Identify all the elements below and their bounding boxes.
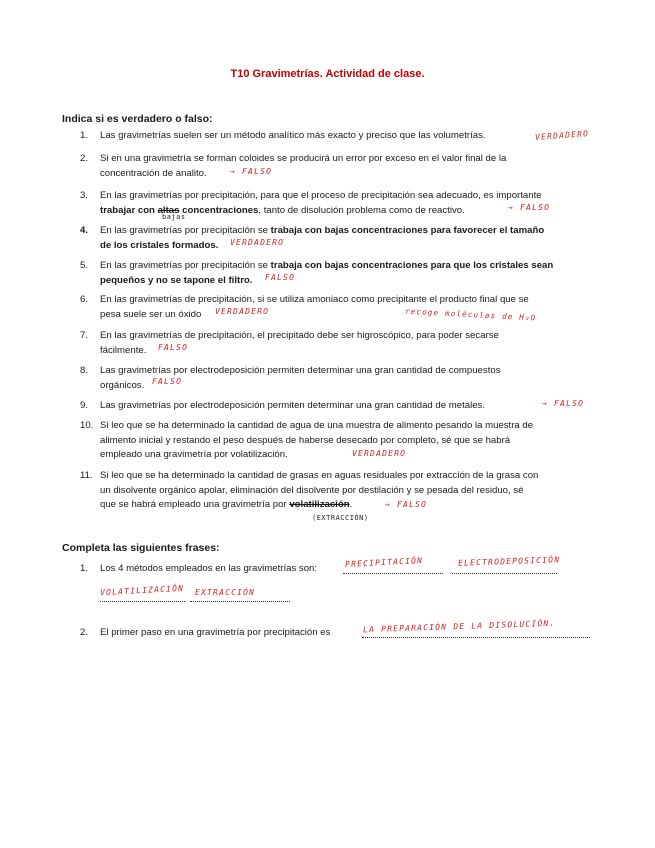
question-text: Las gravimetrías suelen ser un método analítico más exacto y preciso que las volumetrías. bbox=[100, 130, 486, 141]
handwritten-answer: VOLATILIZACIÓN bbox=[99, 583, 185, 598]
handwritten-answer: VERDADERO bbox=[230, 238, 285, 247]
question-text-line1: En las gravimetrías por precipitación, para que el proceso de precipitación sea adecuado, es importante bbox=[100, 190, 542, 201]
handwritten-answer: → FALSO bbox=[230, 167, 273, 176]
question-text-line1: Si en una gravimetría se forman coloides se producirá un error por exceso en el valor final de la bbox=[100, 153, 507, 164]
handwritten-answer: → FALSO bbox=[385, 500, 428, 509]
question-number: 2. bbox=[80, 627, 89, 638]
question-text: Las gravimetrías por electrodeposición permiten determinar una gran cantidad de metales. bbox=[100, 400, 486, 411]
handwritten-answer: FALSO bbox=[152, 377, 183, 386]
section-true-false-heading: Indica si es verdadero o falso: bbox=[62, 113, 213, 125]
answer-blank bbox=[452, 573, 557, 574]
handwritten-answer: VERDADERO bbox=[215, 307, 270, 316]
question-number: 2. bbox=[80, 153, 89, 164]
page-title: T10 Gravimetrías. Actividad de clase. bbox=[230, 68, 425, 80]
handwritten-answer: → FALSO bbox=[542, 399, 585, 408]
question-number: 10. bbox=[80, 420, 94, 431]
question-number: 5. bbox=[80, 260, 89, 271]
handwritten-answer: VERDADERO bbox=[534, 129, 590, 142]
answer-blank bbox=[343, 573, 443, 574]
handwritten-answer: FALSO bbox=[158, 343, 189, 352]
answer-blank bbox=[100, 601, 185, 602]
handwritten-answer: FALSO bbox=[265, 273, 296, 282]
question-text: Los 4 métodos empleados en las gravimetrías son: bbox=[100, 563, 318, 574]
question-number: 3. bbox=[80, 190, 89, 201]
handwritten-answer: ELECTRODEPOSICIÓN bbox=[457, 555, 561, 568]
question-text: El primer paso en una gravimetría por precipitación es bbox=[100, 627, 331, 638]
question-number: 1. bbox=[80, 563, 89, 574]
question-number: 6. bbox=[80, 294, 89, 305]
handwritten-note: recoge moléculas de H₂O bbox=[404, 306, 537, 323]
question-number: 4. bbox=[80, 225, 89, 236]
answer-blank bbox=[190, 601, 290, 602]
answer-blank bbox=[362, 637, 590, 638]
question-text-line2: concentración de analito. bbox=[100, 167, 207, 179]
question-number: 1. bbox=[80, 130, 89, 141]
handwritten-correction: (EXTRACCIÓN) bbox=[312, 514, 369, 522]
handwritten-answer: VERDADERO bbox=[352, 449, 407, 458]
handwritten-correction: bajas bbox=[162, 213, 186, 221]
struck-word: volatilización bbox=[289, 499, 350, 511]
handwritten-answer: → FALSO bbox=[508, 203, 551, 212]
handwritten-answer: EXTRACCIÓN bbox=[195, 588, 256, 597]
question-number: 11. bbox=[80, 470, 93, 481]
section-complete-heading: Completa las siguientes frases: bbox=[62, 542, 220, 554]
handwritten-answer: PRECIPITACIÓN bbox=[344, 555, 424, 570]
question-number: 8. bbox=[80, 365, 89, 376]
document-page: T10 Gravimetrías. Actividad de clase. Indica si es verdadero o falso: 1. Las gravimetrías suelen ser un método analítico más exacto y preciso que las volumetrías. VERDADERO 2. Si en una gravimetría se forman coloides se producirá un error por exceso en el valor final de la concentración de analito. → FALSO 3. En las gravimetrías por precipitación, para que el proceso de precipitación sea adecuado, es importante trabajar con altas concentraciones, tanto de disolución problema como de reactivo. bajas → FALSO 4. En las gravimetrías por precipitación se trabaja con bajas concentraciones para favorecer el tamaño de los cristales formados. VERDADERO 5. En las gravimetrías por precipitación se trabaja con bajas concentraciones para que los cristales sean pequeños y no se tapone el filtro. FALSO 6. En las gravimetrías de precipitación, si se utiliza amoniaco como precipitante el producto final que se pesa suele ser un óxido VERDADERO recoge moléculas de H₂O 7. En las gravimetrías de precipitación, el precipitado debe ser higroscópico, para poder secarse fácilmente. FALSO 8. Las gravimetrías por electrodeposición permiten determinar una gran cantidad de compuestos orgánicos. FALSO 9. Las gravimetrías por electrodeposición permiten determinar una gran cantidad de metales. → FALSO 10. Si leo que se ha determinado la cantidad de agua de una muestra de alimento pesando la muestra de alimento inicial y restando el peso después de haberse desecado por completo, sé que se habrá empleado una gravimetría por volatilización. VERDADERO 11. Si leo que se ha determinado la cantidad de grasas en aguas residuales por extracción de la grasa con un disolvente orgánico apolar, eliminación del disolvente por destilación y se pesada del residuo, sé que se habrá empleado una gravimetría por volatilización. (EXTRACCIÓN) → FALSO Completa las siguientes frases: 1. Los 4 métodos empleados en las gravimetrías son: PRECIPITACIÓN ELECTRODEPOSICIÓN VOLATILIZACIÓN EXTRACCIÓN 2. El primer paso en una gravimetría por precipitación es LA PREPARACIÓN DE LA DISOLUCIÓN. bbox=[0, 0, 655, 848]
question-number: 9. bbox=[80, 400, 89, 411]
struck-word: altas bbox=[157, 204, 180, 216]
question-number: 7. bbox=[80, 330, 89, 341]
handwritten-answer: LA PREPARACIÓN DE LA DISOLUCIÓN. bbox=[362, 618, 556, 635]
